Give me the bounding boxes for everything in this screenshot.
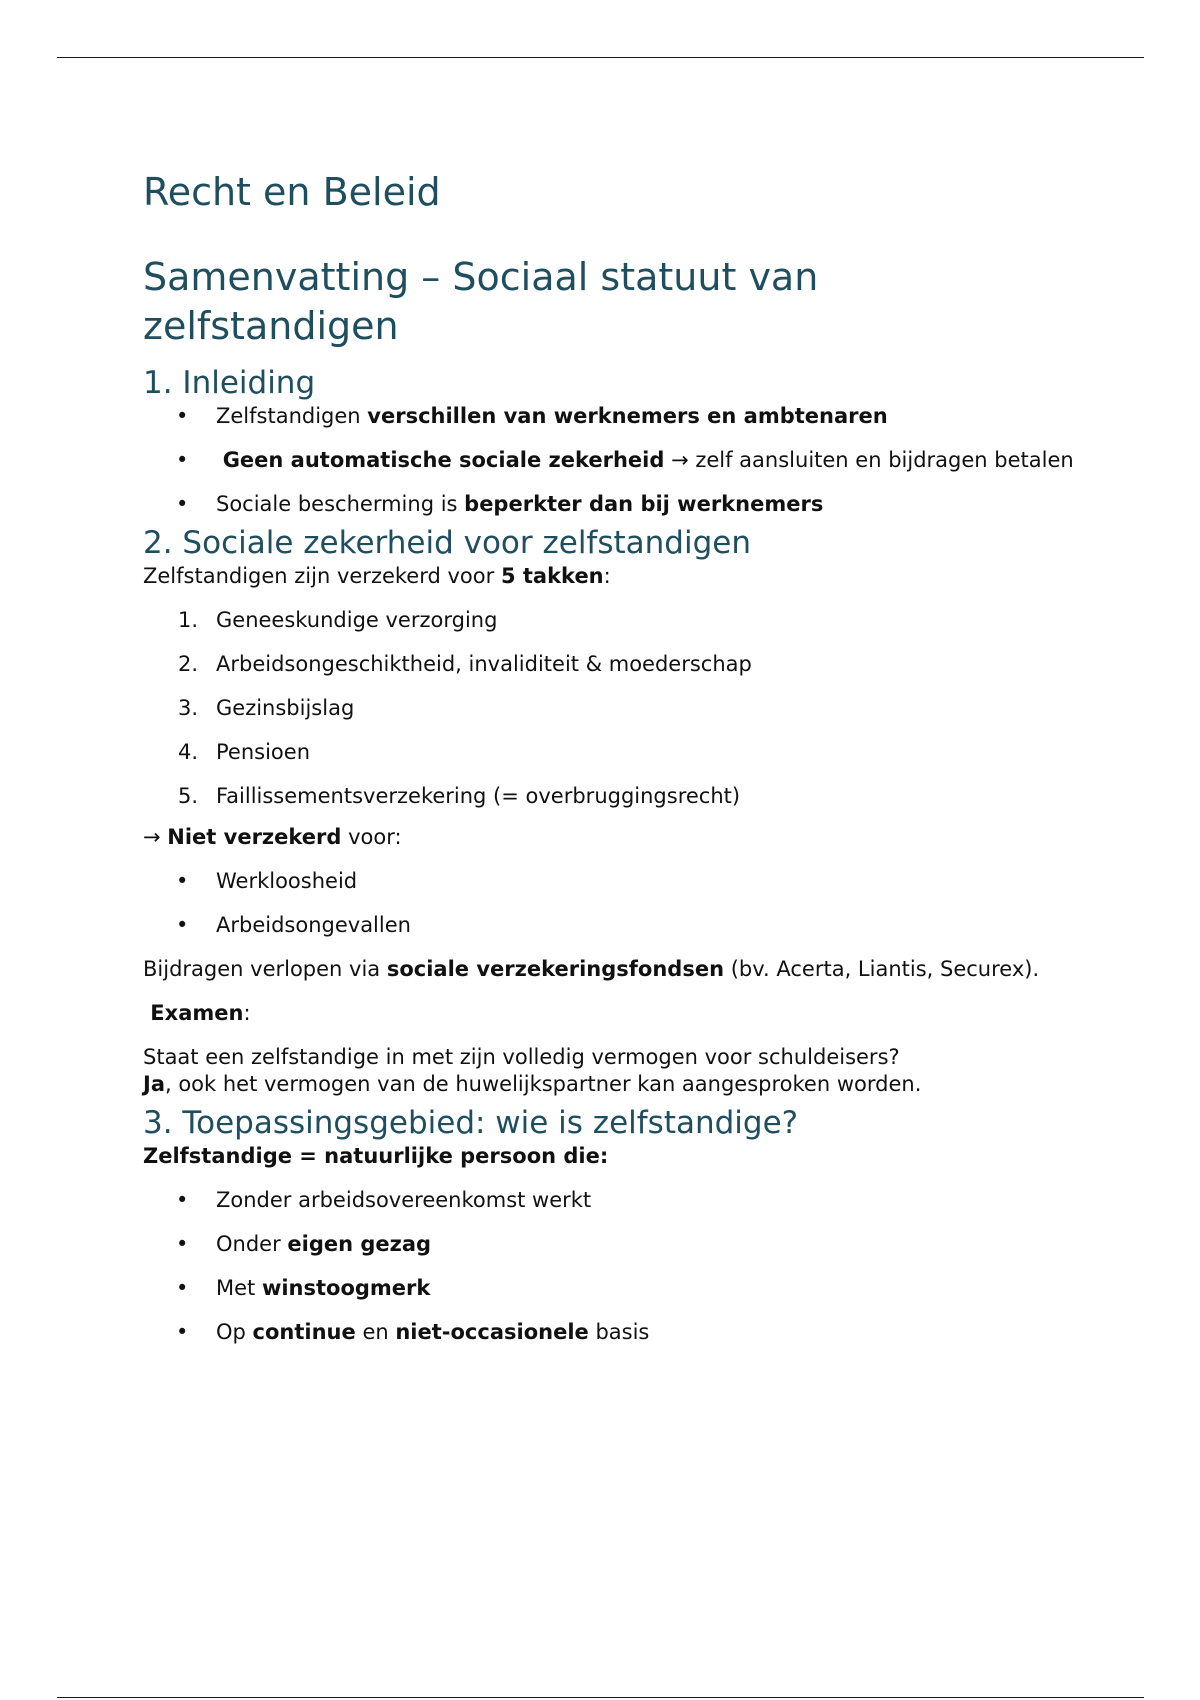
list-item: [143, 695, 1083, 722]
paragraph-bold: Zelfstandige = natuurlijke persoon die:: [143, 1144, 609, 1168]
list-number: 2.: [178, 652, 199, 676]
bullet-icon: •: [176, 448, 189, 472]
section-heading-sociale-zekerheid: 2. Sociale zekerheid voor zelfstandigen: [143, 525, 751, 561]
inleiding-bullet-list: [143, 403, 1083, 518]
paragraph-text: Zelfstandigen zijn verzekerd voor: [143, 564, 501, 588]
exam-answer-bold: Ja: [143, 1072, 165, 1096]
list-item-text: Gezinsbijslag: [216, 696, 355, 720]
footer-rule: [57, 1697, 1144, 1698]
header-rule: [57, 57, 1144, 58]
list-item: [143, 1275, 1083, 1302]
examen-label: [143, 1000, 1083, 1027]
section-heading-inleiding: 1. Inleiding: [143, 365, 316, 401]
list-item-text: Zonder arbeidsovereenkomst werkt: [216, 1188, 592, 1212]
list-item: [143, 607, 1083, 634]
list-item-text: → zelf aansluiten en bijdragen betalen: [664, 448, 1074, 472]
list-item: [143, 447, 1083, 474]
niet-verzekerd-intro: [143, 824, 1083, 851]
list-item-text: Onder: [216, 1232, 288, 1256]
paragraph-text: :: [243, 1001, 251, 1025]
document-subtitle: Samenvatting – Sociaal statuut van zelfstandigen: [143, 255, 819, 348]
paragraph-text: voor:: [341, 825, 402, 849]
paragraph-bold: 5 takken: [500, 564, 604, 588]
list-item-text: Zelfstandigen: [216, 404, 368, 428]
list-item-text: Arbeidsongevallen: [216, 913, 411, 937]
exam-question: Staat een zelfstandige in met zijn volledig vermogen voor schuldeisers?: [143, 1045, 900, 1069]
list-number: 3.: [178, 696, 199, 720]
list-item: [143, 868, 1083, 895]
list-number: 1.: [178, 608, 199, 632]
section-heading-toepassingsgebied: 3. Toepassingsgebied: wie is zelfstandige?: [143, 1105, 799, 1141]
list-item-bold: beperkter dan bij werknemers: [464, 492, 824, 516]
list-number: 5.: [178, 784, 199, 808]
takken-numbered-list: [143, 607, 1083, 810]
list-number: 4.: [178, 740, 199, 764]
examen-qa: [143, 1044, 1083, 1098]
list-item-text: [216, 448, 223, 472]
list-item-bold: niet-occasionele: [395, 1320, 589, 1344]
bullet-icon: •: [176, 869, 189, 893]
list-item: [143, 1187, 1083, 1214]
niet-verzekerd-list: [143, 868, 1083, 939]
list-item: [143, 651, 1083, 678]
bullet-icon: •: [176, 1188, 189, 1212]
list-item-bold: verschillen van werknemers en ambtenaren: [367, 404, 888, 428]
exam-answer-text: , ook het vermogen van de huwelijkspartner kan aangesproken worden.: [164, 1072, 922, 1096]
list-item-bold: continue: [252, 1320, 356, 1344]
list-item: [143, 739, 1083, 766]
paragraph-text: (bv. Acerta, Liantis, Securex).: [724, 957, 1040, 981]
list-item-text: basis: [588, 1320, 650, 1344]
list-item: [143, 403, 1083, 430]
takken-intro: [143, 563, 1083, 590]
criteria-list: [143, 1187, 1083, 1346]
document-page: [143, 170, 1083, 1363]
list-item-text: Met: [216, 1276, 262, 1300]
bullet-icon: •: [176, 1320, 189, 1344]
list-item-text: Pensioen: [216, 740, 310, 764]
list-item-text: Op: [216, 1320, 253, 1344]
arrow-icon: →: [143, 825, 168, 849]
paragraph-text: :: [603, 564, 611, 588]
bullet-icon: •: [176, 913, 189, 937]
paragraph-bold: sociale verzekeringsfondsen: [386, 957, 725, 981]
list-item-text: Arbeidsongeschiktheid, invaliditeit & moederschap: [216, 652, 752, 676]
list-item-text: en: [355, 1320, 396, 1344]
paragraph-text: Bijdragen verlopen via: [143, 957, 387, 981]
list-item-text: Werkloosheid: [216, 869, 358, 893]
bijdragen-paragraph: [143, 956, 1083, 983]
list-item-bold: winstoogmerk: [261, 1276, 431, 1300]
list-item: [143, 1319, 1083, 1346]
document-title: Recht en Beleid: [143, 170, 441, 214]
list-item-bold: eigen gezag: [287, 1232, 432, 1256]
bullet-icon: •: [176, 1232, 189, 1256]
bullet-icon: •: [176, 404, 189, 428]
bullet-icon: •: [176, 1276, 189, 1300]
list-item: [143, 912, 1083, 939]
paragraph-bold: Niet verzekerd: [167, 825, 342, 849]
definitie: [143, 1143, 1083, 1170]
list-item: [143, 783, 1083, 810]
list-item-bold: Geen automatische sociale zekerheid: [222, 448, 665, 472]
paragraph-bold: Examen: [143, 1001, 244, 1025]
list-item: [143, 1231, 1083, 1258]
list-item-text: Geneeskundige verzorging: [216, 608, 498, 632]
list-item-text: Faillissementsverzekering (= overbruggingsrecht): [216, 784, 741, 808]
bullet-icon: •: [176, 492, 189, 516]
list-item: [143, 491, 1083, 518]
list-item-text: Sociale bescherming is: [216, 492, 465, 516]
